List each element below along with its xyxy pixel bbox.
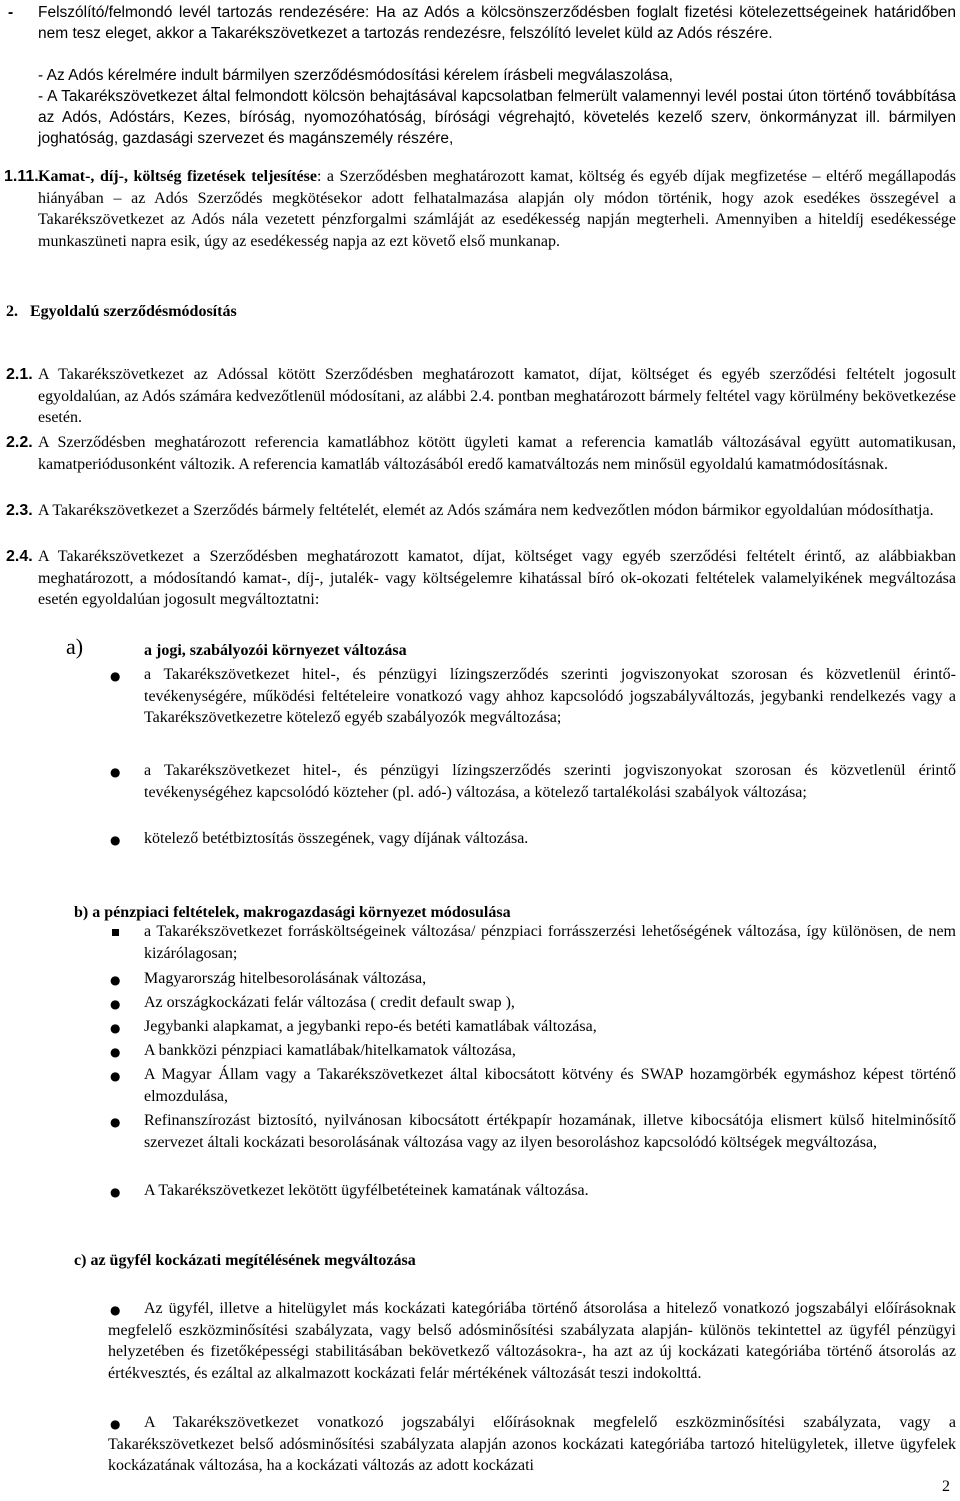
section-2-title: Egyoldalú szerződésmódosítás (30, 303, 237, 320)
intro-text-1: Felszólító/felmondó levél tartozás rendezésére: Ha az Adós a kölcsönszerződésben foglalt fizetési kötelezettségeinek határidőben nem tesz eleget, akkor a Takarékszövetkezet a tartozás rendezésre, felszólító levelet küld az Adós részére. (38, 4, 956, 42)
list-a-item-text: kötelező betétbiztosítás összegének, vagy díjának változása. (144, 830, 529, 847)
list-c-item (108, 1298, 956, 1384)
list-a-item (144, 664, 956, 729)
list-b-square-item (144, 921, 956, 964)
section-2-3-text: A Takarékszövetkezet a Szerződés bármely feltételét, elemét az Adós számára nem kedvezőtlen módon bármikor egyoldalúan módosíthatja. (38, 502, 934, 519)
intro-dash: - (8, 4, 14, 21)
list-a-item (144, 760, 956, 803)
section-1-11-text: : a Szerződésben meghatározott kamat, költség és egyéb díjak megfizetése – eltérő megállapodás hiányában – az Adós Szerződés megkötésekor adott felhatalmazása alapján oly módon történik, hogy azok esedékes összegével a Takarékszövetkezet az Adós nála vezetett pénzforgalmi számláját az esedékesség napján megterheli. Amennyiben a hiteldíj esedékessége munkaszüneti napra esik, úgy az esedékesség napja az ezt követő első munkanap. (38, 168, 956, 250)
list-c-heading (74, 1250, 416, 1272)
bullet-icon: ● (110, 669, 121, 683)
bullet-icon: ● (110, 1069, 121, 1083)
bullet-icon: ● (110, 1021, 121, 1035)
intro-paragraph-3 (38, 86, 956, 149)
list-c-item-text: A Takarékszövetkezet vonatkozó jogszabályi előírásoknak megfelelő eszközminősítési szabályzata, vagy a Takarékszövetkezet belső adósminősítési szabályzata alapján azonos kockázati kategóriába tartozó hitelügyletek, illetve ügyfelek kockázatának változása, ha a kockázati változás az adott kockázati (108, 1414, 956, 1474)
list-a-item (144, 828, 956, 850)
bullet-icon: ● (110, 1303, 121, 1317)
bullet-icon: ● (110, 1045, 121, 1059)
list-b-item (144, 1064, 956, 1107)
section-2-number: 2. (6, 303, 18, 320)
bullet-icon: ● (110, 1417, 121, 1431)
bullet-icon: ● (110, 973, 121, 987)
section-2-2 (6, 432, 956, 475)
square-bullet-icon (112, 929, 119, 936)
bullet-icon: ● (110, 997, 121, 1011)
section-2-3-number: 2.3. (6, 502, 33, 519)
list-b-item-text: A Takarékszövetkezet lekötött ügyfélbetéteinek kamatának változása. (144, 1182, 589, 1199)
section-2-1-text: A Takarékszövetkezet az Adóssal kötött Szerződésben meghatározott kamatot, díjat, költséget és egyéb szerződési feltételt jogosult egyoldalúan, az Adós számára kedvezőtlenül módosítani, az alábbi 2.4. pontban meghatározott bármely feltétel vagy körülmény bekövetkezése esetén. (38, 366, 956, 426)
list-b-item-text: A bankközi pénzpiaci kamatlábak/hitelkamatok változása, (144, 1042, 516, 1059)
intro-paragraph-1 (8, 2, 956, 44)
section-1-11-number: 1.11. (4, 168, 39, 185)
list-b-item (144, 1016, 956, 1038)
list-b-label: b) (74, 904, 89, 921)
list-a-title: a jogi, szabályozói környezet változása (144, 642, 407, 659)
list-b-square-item-text: a Takarékszövetkezet forrásköltségeinek változása/ pénzpiaci forrásszerzési lehetőségének változása, így különösen, de nem kizárólagosan; (144, 923, 956, 962)
list-b-item (144, 1180, 956, 1202)
list-b-item-text: Az országkockázati felár változása ( credit default swap ), (144, 994, 515, 1011)
section-2-heading (6, 301, 237, 323)
section-2-3 (6, 500, 956, 522)
bullet-icon: ● (110, 833, 121, 847)
bullet-icon: ● (110, 765, 121, 779)
intro-paragraph-2 (38, 65, 956, 86)
section-2-4-number: 2.4. (6, 548, 33, 565)
list-b-item (144, 1040, 956, 1062)
list-a-heading (66, 634, 407, 661)
list-b-item-text: Refinanszírozást biztosító, nyilvánosan kibocsátott értékpapír hozamának, illetve kibocsátója elismert külső hitelminősítő szervezet általi kockázati besorolásának változása vagy az ilyen besoroláshoz kapcsolódó költségek megváltozása, (144, 1112, 956, 1151)
list-b-item-text: Magyarország hitelbesorolásának változása, (144, 970, 427, 987)
list-a-label: a) (66, 634, 84, 659)
section-2-1-number: 2.1. (6, 366, 33, 383)
section-2-2-number: 2.2. (6, 434, 33, 451)
page-number: 2 (942, 1478, 950, 1495)
section-2-4-text: A Takarékszövetkezet a Szerződésben meghatározott kamatot, díjat, költséget vagy egyéb szerződési feltételt érintő, az alábbiakban meghatározott, a módosítandó kamat-, díj-, jutalék- vagy költségelemre kihatással bíró ok-okozati feltételek valamelyikének megváltozása esetén egyoldalúan jogosult megváltoztatni: (38, 548, 956, 608)
list-c-item-text: Az ügyfél, illetve a hitelügylet más kockázati kategóriába történő átsorolása a hitelező vonatkozó jogszabályi előírásoknak megfelelő eszközminősítési szabályzata, vagy belső adósminősítési szabályzata alapján- különös tekintettel az ügyfél pénzügyi helyzetében és fizetőképességi stabilitásában bekövetkező változásokra-, ha azt az új kockázati kategóriába történő átsorolás az értékvesztés, és ezáltal az alkalmazott kockázati felár mértékének változását teszi indokolttá. (108, 1300, 956, 1382)
list-c-label: c) (74, 1252, 87, 1269)
bullet-icon: ● (110, 1185, 121, 1199)
intro-text-2: - Az Adós kérelmére indult bármilyen szerződésmódosítási kérelem írásbeli megválaszolása, (38, 67, 673, 84)
list-b-item-text: Jegybanki alapkamat, a jegybanki repo-és betéti kamatlábak változása, (144, 1018, 597, 1035)
list-c-item (108, 1412, 956, 1474)
list-c-title: az ügyfél kockázati megítélésének megváltozása (90, 1252, 416, 1269)
intro-text-3: - A Takarékszövetkezet által felmondott kölcsön behajtásával kapcsolatban felmerült valamennyi levél postai úton történő továbbítása az Adós, Adóstárs, Kezes, bíróság, nyomozóhatóság, bírósági végrehajtó, követelés kezelő szerv, önkormányzat ill. bármilyen joghatóság, gazdasági szervezet és magánszemély részére, (38, 88, 956, 147)
section-2-2-text: A Szerződésben meghatározott referencia kamatlábhoz kötött ügyleti kamat a referencia kamatláb változásával együtt automatikusan, kamatperiódusonként változik. A referencia kamatláb változásából eredő kamatváltozás nem minősül egyoldalú kamatmódosításnak. (38, 434, 956, 473)
section-2-1 (6, 364, 956, 429)
list-b-item-text: A Magyar Állam vagy a Takarékszövetkezet által kibocsátott kötvény és SWAP hozamgörbék egymáshoz képest történő elmozdulása, (144, 1066, 956, 1105)
list-a-item-text: a Takarékszövetkezet hitel-, és pénzügyi lízingszerződés szerinti jogviszonyokat szorosan és közvetlenül érintő tevékenységéhez kapcsolódó közteher (pl. adó-) változása, a kötelező tartalékolási szabályok változása; (144, 762, 956, 801)
section-2-4 (6, 546, 956, 611)
list-b-item (144, 992, 956, 1014)
list-a-item-text: a Takarékszövetkezet hitel-, és pénzügyi lízingszerződés szerinti jogviszonyokat szorosan és közvetlenül érintő- tevékenységére, működési feltételeire vonatkozó vagy ahhoz kapcsolódó jogszabályváltozás, jegybanki rendelkezés vagy a Takarékszövetkezetre kötelező egyéb szabályozók megváltozása; (144, 666, 956, 726)
section-1-11 (4, 166, 956, 252)
list-b-title: a pénzpiaci feltételek, makrogazdasági környezet módosulása (92, 904, 511, 921)
list-b-item (144, 968, 956, 990)
section-1-11-title: Kamat-, díj-, költség fizetések teljesítése (38, 168, 317, 185)
bullet-icon: ● (110, 1115, 121, 1129)
list-b-item (144, 1110, 956, 1153)
